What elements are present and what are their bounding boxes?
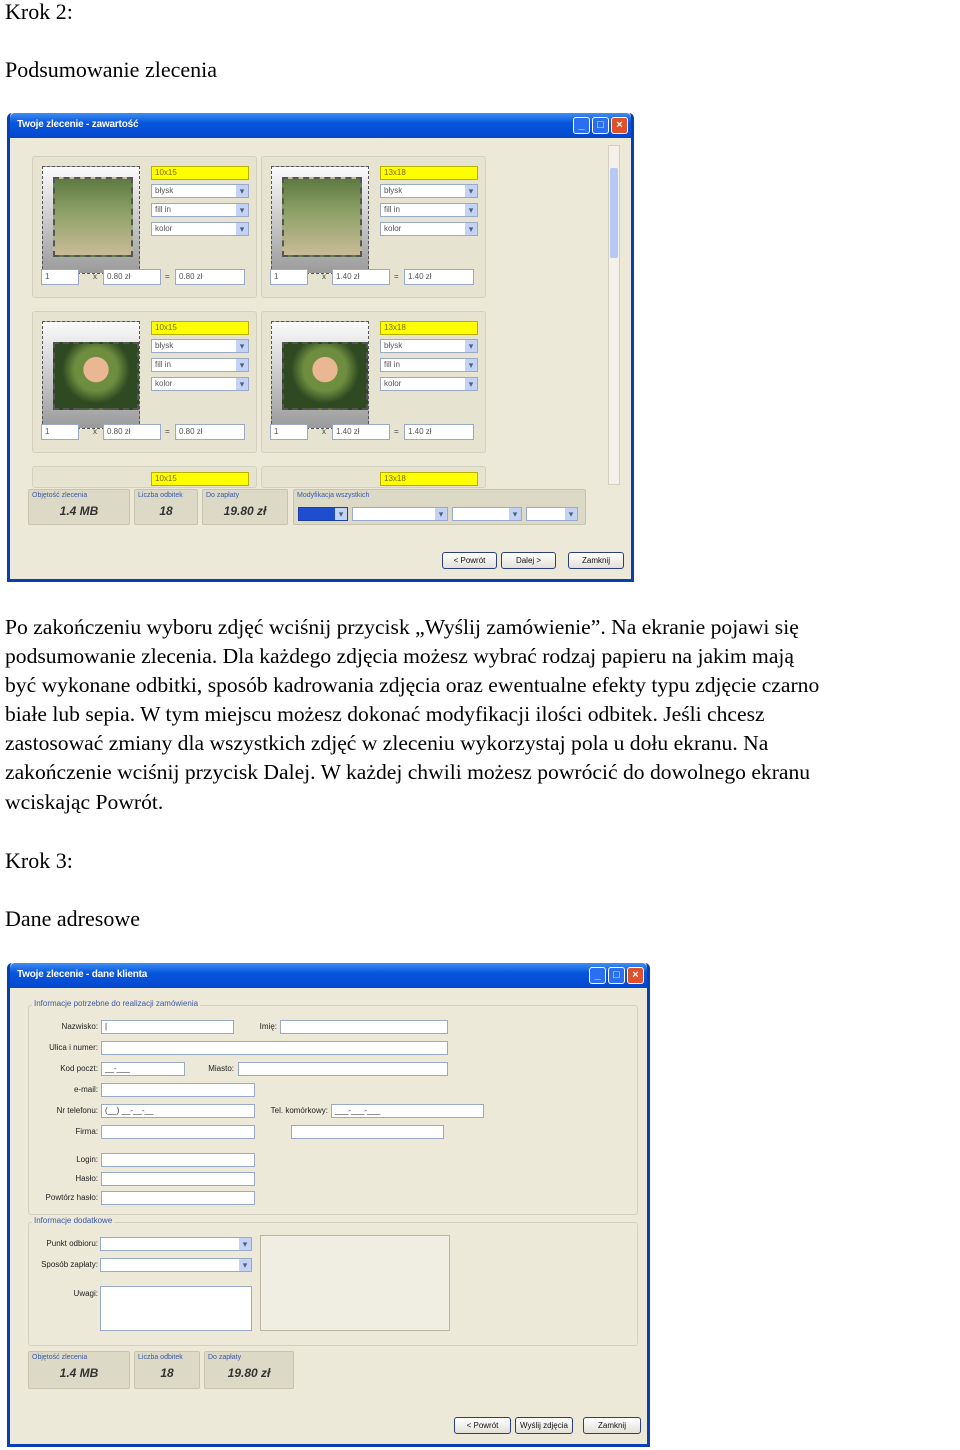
name-label: Imię:: [259, 1022, 277, 1031]
email-label: e-mail:: [73, 1085, 98, 1094]
paragraph-line: białe lub sepia. W tym miejscu możesz dokonać modyfikacji ilości odbitek. Jeśli chcesz: [5, 702, 765, 727]
required-info-title: Informacje potrzebne do realizacji zamówienia: [34, 999, 199, 1008]
modify-quantity-stepper[interactable]: [526, 507, 578, 521]
size-label: 10x15: [151, 321, 249, 335]
mobile-input[interactable]: ___-___-___: [331, 1104, 484, 1118]
paper-select[interactable]: błysk ▾: [151, 184, 249, 198]
street-label: Ulica i numer:: [49, 1043, 98, 1052]
photo-card: [32, 156, 257, 298]
company-input[interactable]: [101, 1125, 255, 1139]
modify-size-select[interactable]: [298, 507, 348, 521]
photo-card: [32, 311, 257, 453]
unit-price-field: 1.40 zł: [332, 269, 390, 285]
zip-label: Kod poczt:: [60, 1064, 98, 1073]
photo-card: [261, 311, 486, 453]
city-input[interactable]: [238, 1062, 448, 1076]
volume-stat: [28, 489, 130, 525]
surname-input[interactable]: |: [101, 1020, 234, 1034]
effect-select[interactable]: kolor ▾: [380, 222, 478, 236]
email-input[interactable]: [101, 1083, 255, 1097]
instructions-paragraph: [5, 613, 960, 817]
photo-thumbnail[interactable]: [271, 166, 369, 274]
count-value: 18: [159, 504, 173, 518]
password-label: Hasło:: [75, 1174, 98, 1183]
step3-title: Krok 3:: [5, 848, 73, 873]
name-input[interactable]: [280, 1020, 448, 1034]
minimize-icon[interactable]: _: [573, 117, 590, 134]
photo-thumbnail[interactable]: [42, 166, 140, 274]
paragraph-line: wciskając Powrót.: [5, 789, 164, 814]
size-label: 10x15: [151, 472, 249, 486]
volume-value: 1.4 MB: [59, 504, 99, 518]
pay-value: 19.80 zł: [223, 504, 267, 518]
surname-label: Nazwisko:: [61, 1022, 98, 1031]
total-price-field: 0.80 zł: [175, 269, 245, 285]
paper-select[interactable]: błysk ▾: [151, 339, 249, 353]
street-input[interactable]: [101, 1041, 448, 1055]
back-button[interactable]: < Powrót: [454, 1417, 511, 1434]
password-input[interactable]: [101, 1172, 255, 1186]
step3-heading: Dane adresowe: [5, 906, 140, 931]
window-title: Twoje zlecenie - zawartość: [17, 119, 139, 130]
count-stat: [134, 489, 198, 525]
payment-label: Sposób zapłaty:: [41, 1260, 98, 1269]
login-input[interactable]: [101, 1153, 255, 1167]
close-button[interactable]: Zamknij: [583, 1417, 641, 1434]
paragraph-line: być wykonane odbitki, sposób kadrowania zdjęcia oraz ewentualne efekty typu zdjęcie czarno: [5, 673, 820, 698]
repeat-password-input[interactable]: [101, 1191, 255, 1205]
back-button[interactable]: < Powrót: [442, 552, 497, 569]
step2-heading: Podsumowanie zlecenia: [5, 57, 217, 82]
photo-thumbnail[interactable]: [42, 321, 140, 429]
modify-crop-select[interactable]: [452, 507, 522, 521]
crop-select[interactable]: fill in ▾: [380, 203, 478, 217]
photo-thumbnail[interactable]: [271, 321, 369, 429]
multiply-sign: x: [93, 272, 97, 281]
count-value: 18: [160, 1366, 174, 1380]
size-label: 13x18: [380, 472, 478, 486]
crop-select[interactable]: fill in ▾: [151, 358, 249, 372]
scrollbar[interactable]: [608, 145, 620, 485]
maximize-icon[interactable]: □: [608, 967, 625, 984]
quantity-stepper[interactable]: 1: [270, 424, 308, 440]
size-label: 13x18: [380, 321, 478, 335]
size-label: 10x15: [151, 166, 249, 180]
equals-sign: =: [165, 427, 170, 436]
modify-all-group: [293, 489, 586, 525]
pickup-info-panel: [260, 1235, 450, 1331]
equals-sign: =: [394, 427, 399, 436]
photo-card: [261, 156, 486, 298]
size-label: 13x18: [380, 166, 478, 180]
phone-input[interactable]: (__) __-__-__: [101, 1104, 255, 1118]
count-stat: [134, 1351, 200, 1389]
multiply-sign: x: [322, 427, 326, 436]
volume-stat: [28, 1351, 130, 1389]
zip-input[interactable]: __-___: [101, 1062, 185, 1076]
equals-sign: =: [165, 272, 170, 281]
pay-stat: [202, 489, 288, 525]
crop-select[interactable]: fill in ▾: [380, 358, 478, 372]
close-button[interactable]: Zamknij: [568, 552, 624, 569]
modify-paper-select[interactable]: [352, 507, 448, 521]
order-contents-window: [7, 113, 634, 582]
close-icon[interactable]: ×: [627, 967, 644, 984]
repeat-password-label: Powtórz hasło:: [45, 1193, 98, 1202]
volume-label: Objętość zlecenia: [32, 492, 88, 499]
nip-input[interactable]: [291, 1125, 444, 1139]
quantity-stepper[interactable]: 1: [41, 424, 79, 440]
step2-title: Krok 2:: [5, 0, 73, 24]
unit-price-field: 0.80 zł: [103, 269, 161, 285]
crop-select[interactable]: fill in ▾: [151, 203, 249, 217]
company-label: Firma:: [75, 1127, 98, 1136]
paragraph-line: zastosować zmiany dla wszystkich zdjęć w zleceniu wykorzystaj pola u dołu ekranu. Na: [5, 731, 769, 756]
minimize-icon[interactable]: _: [589, 967, 606, 984]
total-price-field: 1.40 zł: [404, 269, 474, 285]
volume-value: 1.4 MB: [59, 1366, 99, 1380]
paragraph-line: Po zakończeniu wyboru zdjęć wciśnij przycisk „Wyślij zamówienie”. Na ekranie pojawi się: [5, 615, 799, 639]
login-label: Login:: [76, 1155, 98, 1164]
pay-label: Do zapłaty: [206, 492, 240, 499]
city-label: Miasto:: [208, 1064, 234, 1073]
pay-value: 19.80 zł: [227, 1366, 271, 1380]
close-icon[interactable]: ×: [611, 117, 628, 134]
total-price-field: 1.40 zł: [404, 424, 474, 440]
paper-select[interactable]: błysk ▾: [380, 184, 478, 198]
notes-label: Uwagi:: [73, 1289, 98, 1298]
effect-select[interactable]: kolor ▾: [151, 377, 249, 391]
mobile-label: Tel. komórkowy:: [270, 1106, 328, 1115]
payment-select[interactable]: [100, 1258, 252, 1272]
effect-select[interactable]: kolor ▾: [380, 377, 478, 391]
volume-label: Objętość zlecenia: [32, 1354, 88, 1361]
pay-label: Do zapłaty: [208, 1354, 242, 1361]
next-button[interactable]: Dalej >: [501, 552, 556, 569]
quantity-stepper[interactable]: 1: [270, 269, 308, 285]
count-label: Liczba odbitek: [138, 1354, 183, 1361]
photo-card: [32, 466, 257, 488]
unit-price-field: 0.80 zł: [103, 424, 161, 440]
effect-select[interactable]: kolor ▾: [151, 222, 249, 236]
quantity-stepper[interactable]: 1: [41, 269, 79, 285]
window-title: Twoje zlecenie - dane klienta: [17, 969, 148, 980]
client-data-window: [7, 963, 650, 1447]
pickup-select[interactable]: [100, 1237, 252, 1251]
paragraph-line: zakończenie wciśnij przycisk Dalej. W każdej chwili możesz powrócić do dowolnego ekranu: [5, 760, 811, 785]
maximize-icon[interactable]: □: [592, 117, 609, 134]
equals-sign: =: [394, 272, 399, 281]
count-label: Liczba odbitek: [138, 492, 183, 499]
send-photos-button[interactable]: Wyślij zdjęcia: [515, 1417, 573, 1434]
notes-textarea[interactable]: [100, 1286, 252, 1331]
paragraph-line: podsumowanie zlecenia. Dla każdego zdjęcia możesz wybrać rodzaj papieru na jakim mają: [5, 644, 795, 669]
title-bar: [10, 113, 631, 138]
additional-info-title: Informacje dodatkowe: [34, 1216, 113, 1225]
multiply-sign: x: [322, 272, 326, 281]
pickup-label: Punkt odbioru:: [46, 1239, 98, 1248]
photo-card: [261, 466, 486, 488]
pay-stat: [204, 1351, 294, 1389]
unit-price-field: 1.40 zł: [332, 424, 390, 440]
total-price-field: 0.80 zł: [175, 424, 245, 440]
modify-all-label: Modyfikacja wszystkich: [297, 492, 370, 499]
title-bar: [10, 963, 647, 988]
phone-label: Nr telefonu:: [56, 1106, 98, 1115]
multiply-sign: x: [93, 427, 97, 436]
paper-select[interactable]: błysk ▾: [380, 339, 478, 353]
